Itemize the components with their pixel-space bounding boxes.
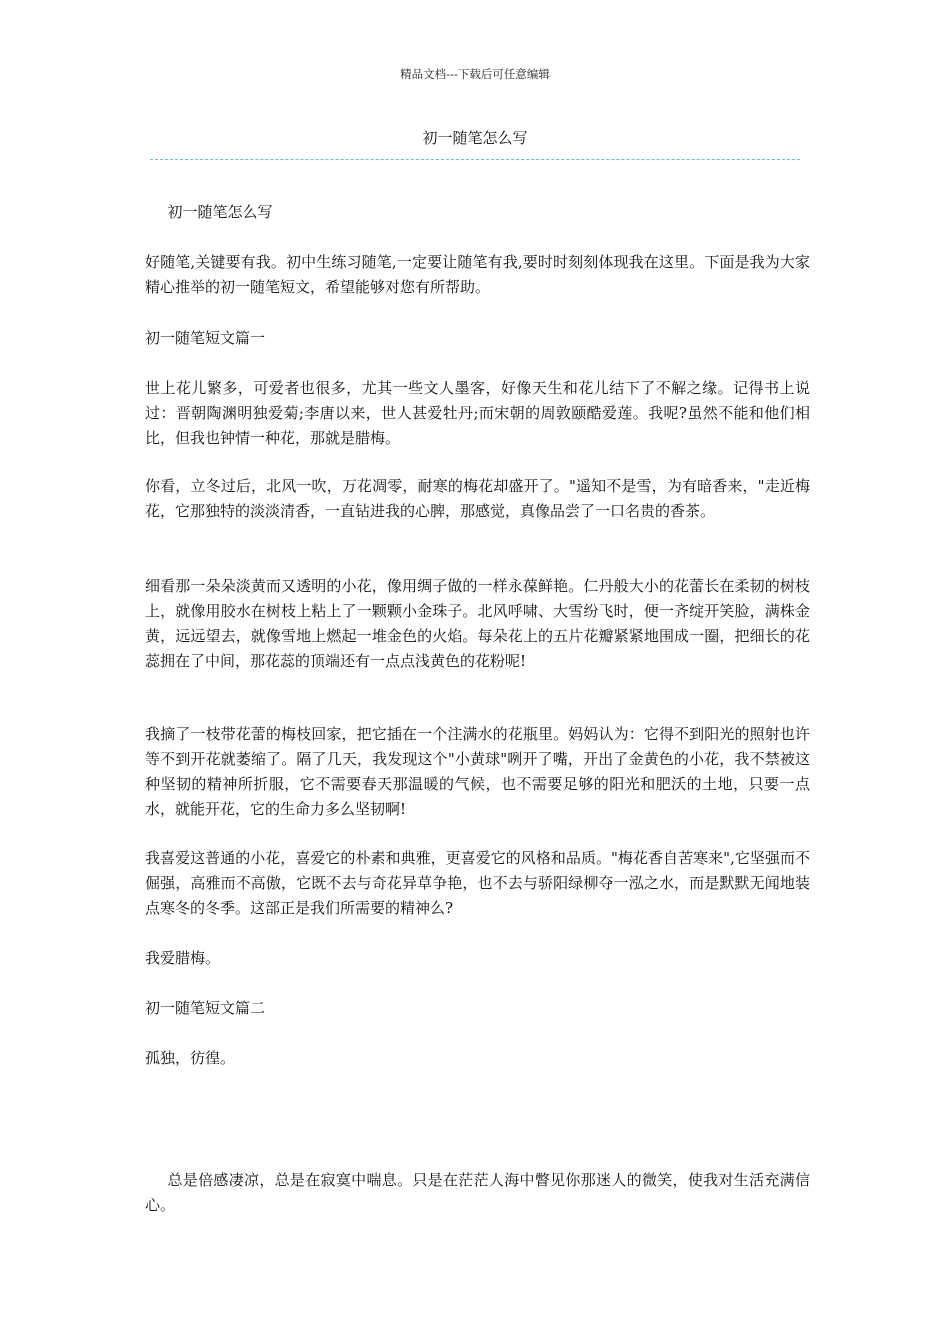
header-note: 精品文档---下载后可任意编辑	[400, 67, 550, 81]
paragraph-1: 世上花儿繁多，可爱者也很多，尤其一些文人墨客，好像天生和花儿结下了不解之缘。记得书上说过：晋朝陶渊明独爱菊;李唐以来，世人甚爱牡丹;而宋朝的周敦颐酷爱莲。我呢?虽然不能和他们相比，但我也钟情一种花，那就是腊梅。	[145, 379, 810, 447]
section-heading-2: 初一随笔短文篇二	[145, 999, 266, 1017]
paragraph-3: 细看那一朵朵淡黄而又透明的小花，像用绸子做的一样永葆鲜艳。仁丹般大小的花蕾长在柔韧的树枝上，就像用胶水在树枝上粘上了一颗颗小金珠子。北风呼啸、大雪纷飞时，便一齐绽开笑脸，满株金黄，远远望去，就像雪地上燃起一堆金色的火焰。每朵花上的五片花瓣紧紧地围成一圈，把细长的花蕊拥在了中间，那花蕊的顶端还有一点点浅黄色的花粉呢!	[145, 577, 810, 670]
paragraph-5: 我喜爱这普通的小花，喜爱它的朴素和典雅，更喜爱它的风格和品质。"梅花香自苦寒来",它坚强而不倔强，高雅而不高傲，它既不去与奇花异草争艳，也不去与骄阳绿柳夺一泓之水，而是默默无闻地装点寒冬的冬季。这部正是我们所需要的精神么?	[145, 849, 810, 917]
article-subtitle: 初一随笔怎么写	[167, 203, 273, 221]
paragraph-6: 我爱腊梅。	[145, 949, 221, 967]
paragraph-8: 总是倍感凄凉，总是在寂寞中喘息。只是在茫茫人海中瞥见你那迷人的微笑，使我对生活充满信心。	[145, 1171, 810, 1214]
intro-paragraph: 好随笔,关键要有我。初中生练习随笔,一定要让随笔有我,要时时刻刻体现我在这里。下面是我为大家精心推举的初一随笔短文，希望能够对您有所帮助。	[145, 253, 810, 296]
section-heading-1: 初一随笔短文篇一	[145, 329, 266, 347]
title-divider	[150, 159, 800, 160]
paragraph-2: 你看，立冬过后，北风一吹，万花凋零，耐寒的梅花却盛开了。"遥知不是雪，为有暗香来，"走近梅花，它那独特的淡淡清香，一直钻进我的心脾，那感觉，真像品尝了一口名贵的香茶。	[145, 477, 810, 520]
paragraph-4: 我摘了一枝带花蕾的梅枝回家，把它插在一个注满水的花瓶里。妈妈认为：它得不到阳光的照射也许等不到开花就萎缩了。隔了几天，我发现这个"小黄球"咧开了嘴，开出了金黄色的小花，我不禁被这种坚韧的精神所折服，它不需要春天那温暖的气候，也不需要足够的阳光和肥沃的土地，只要一点水，就能开花，它的生命力多么坚韧啊!	[145, 725, 810, 818]
paragraph-7: 孤独，彷徨。	[145, 1049, 236, 1067]
document-title: 初一随笔怎么写	[422, 129, 528, 147]
